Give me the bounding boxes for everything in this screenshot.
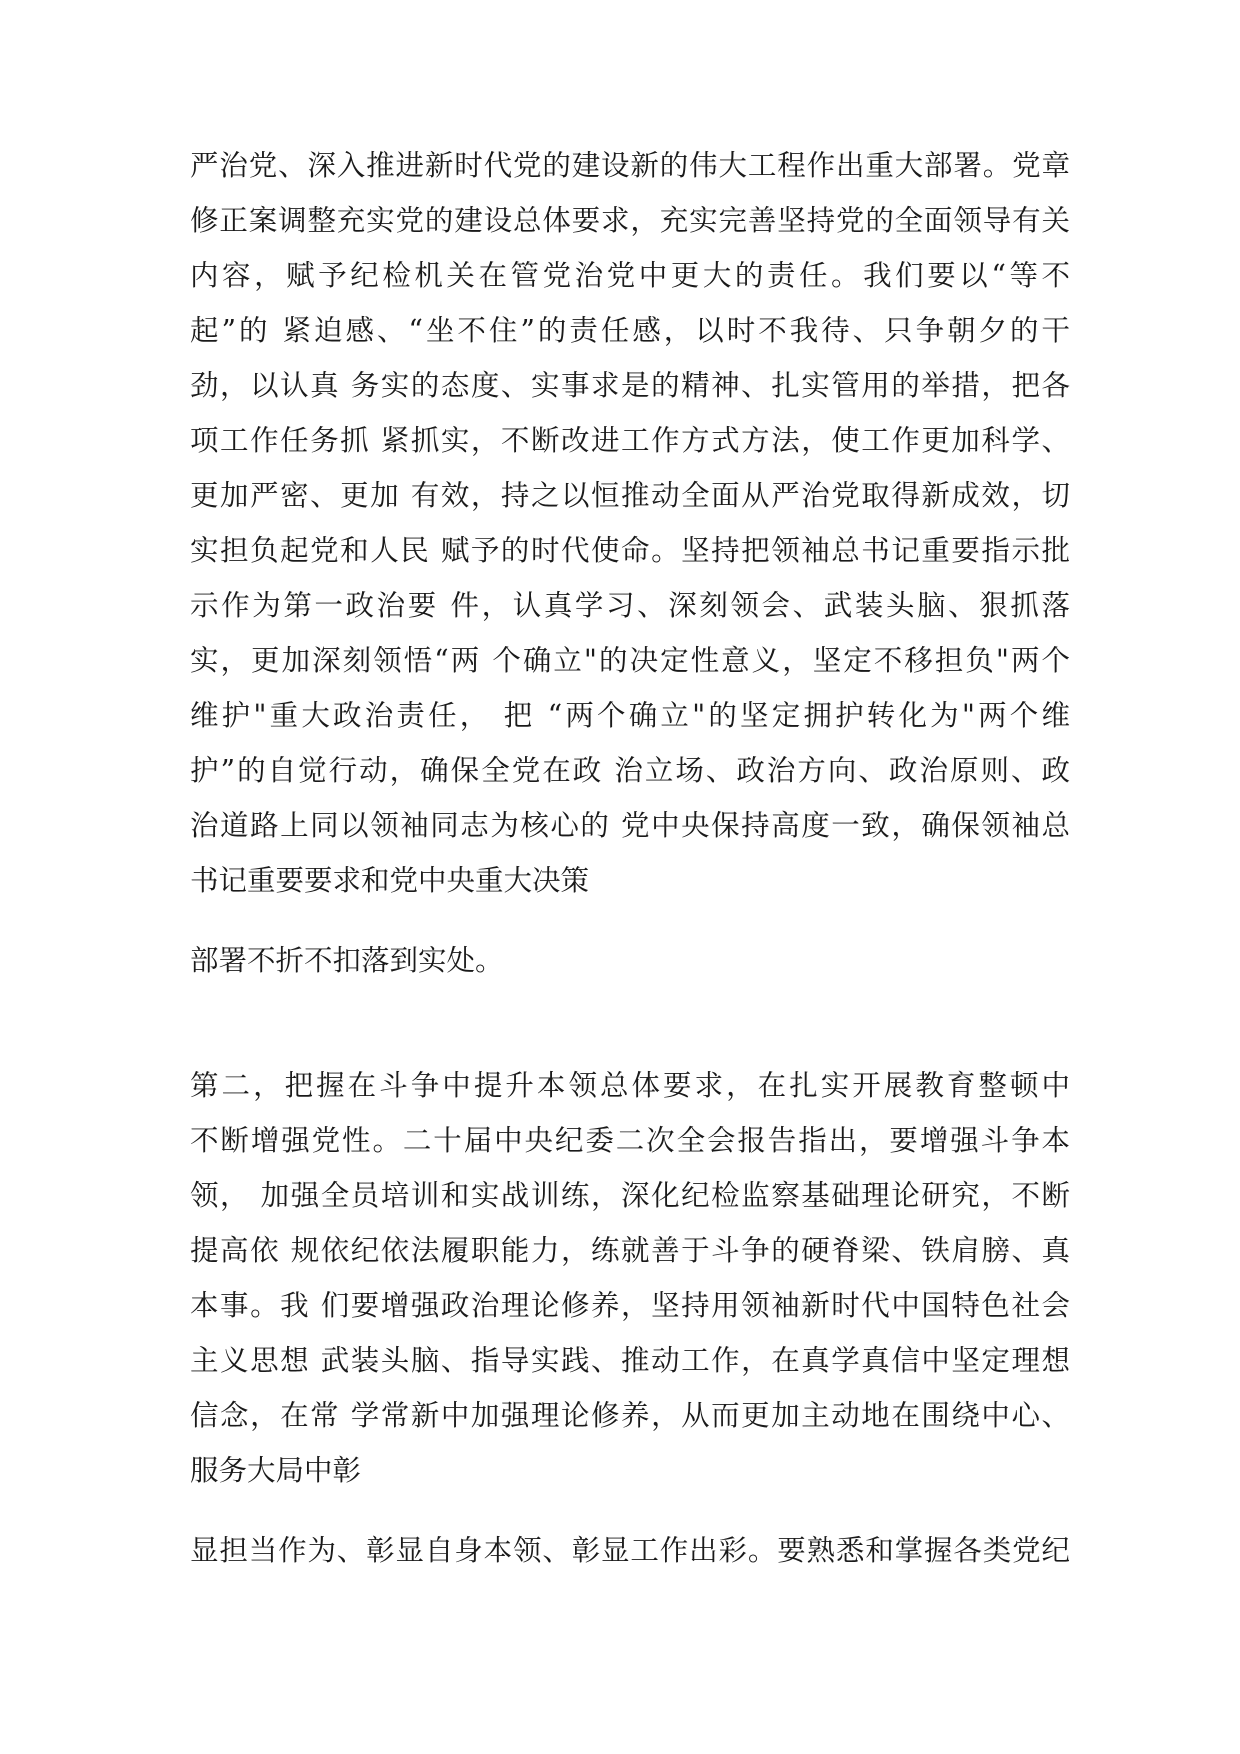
text-line: 服务大局中彰 [190,1454,362,1487]
text-line: 项工作任务抓 紧抓实，不断改进工作方式方法，使工作更加科学、 [190,424,1070,457]
text-line: 治道路上同以领袖同志为核心的 党中央保持高度一致，确保领袖总 [190,809,1070,842]
text-line: 起”的 紧迫感、“坐不住”的责任感，以时不我待、只争朝夕的干 [190,314,1070,347]
text-line: 领， 加强全员培训和实战训练，深化纪检监察基础理论研究，不断 [190,1179,1070,1212]
text-line: 实，更加深刻领悟“两 个确立"的决定性意义，坚定不移担负"两个 [190,644,1070,677]
text-line: 主义思想 武装头脑、指导实践、推动工作，在真学真信中坚定理想 [190,1344,1070,1377]
text-line: 严治党、深入推进新时代党的建设新的伟大工程作出重大部署。党章 [190,149,1070,182]
text-line: 修正案调整充实党的建设总体要求，充实完善坚持党的全面领导有关 [190,204,1070,237]
text-line: 护”的自觉行动，确保全党在政 治立场、政治方向、政治原则、政 [190,754,1070,787]
text-line: 提高依 规依纪依法履职能力，练就善于斗争的硬脊梁、铁肩膀、真 [190,1234,1070,1267]
text-line: 本事。我 们要增强政治理论修养，坚持用领袖新时代中国特色社会 [190,1289,1070,1322]
text-line: 第二，把握在斗争中提升本领总体要求，在扎实开展教育整顿中 [190,1069,1070,1102]
text-line: 部署不折不扣落到实处。 [190,944,504,977]
text-line: 示作为第一政治要 件，认真学习、深刻领会、武装头脑、狠抓落 [190,589,1070,622]
text-line: 实担负起党和人民 赋予的时代使命。坚持把领袖总书记重要指示批 [190,534,1070,567]
text-line: 书记重要要求和党中央重大决策 [190,864,590,897]
text-line: 维护"重大政治责任， 把 “两个确立"的坚定拥护转化为"两个维 [190,699,1070,732]
text-line: 劲，以认真 务实的态度、实事求是的精神、扎实管用的举措，把各 [190,369,1070,402]
text-line: 不断增强党性。二十届中央纪委二次全会报告指出，要增强斗争本 [190,1124,1070,1157]
text-line: 显担当作为、彰显自身本领、彰显工作出彩。要熟悉和掌握各类党纪 [190,1534,1070,1567]
text-line: 更加严密、更加 有效，持之以恒推动全面从严治党取得新成效，切 [190,479,1070,512]
text-line: 内容，赋予纪检机关在管党治党中更大的责任。我们要以“等不 [190,259,1070,292]
text-line: 信念，在常 学常新中加强理论修养，从而更加主动地在围绕中心、 [190,1399,1070,1432]
